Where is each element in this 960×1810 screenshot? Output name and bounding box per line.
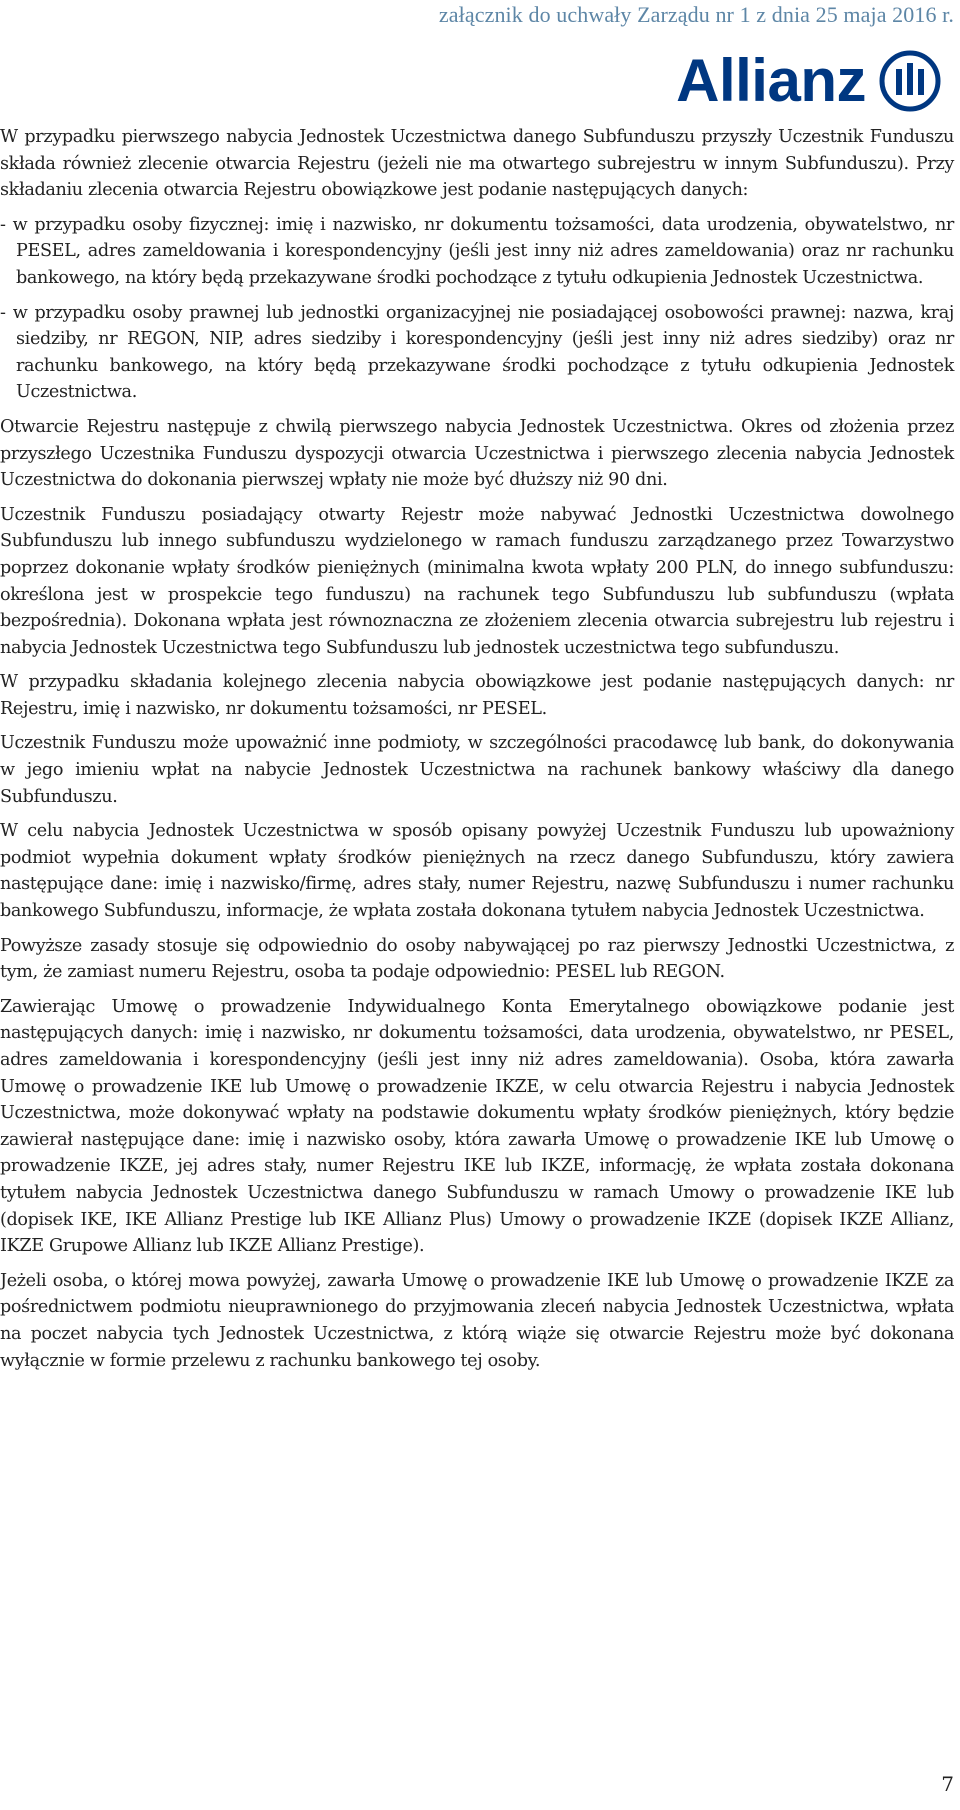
page-number: 7 [941,1772,954,1796]
header-note: załącznik do uchwały Zarządu nr 1 z dnia 25 maja 2016 r. [438,2,954,27]
list-item-legal-person: - w przypadku osoby prawnej lub jednostki organizacyjnej nie posiadającej osobowości prawnej: nazwa, kraj siedziby, nr REGON, NIP, adres siedziby i korespondencyjny (jeśli jest inny niż adres siedziby) oraz nr rachunku bankowego, na który będą przekazywane środki pochodzące z tytułu odkupienia Jednostek Uczestnictwa. [0,302,954,403]
document-body [0,124,954,1382]
paragraph-register-opening: W przypadku pierwszego nabycia Jednostek Uczestnictwa danego Subfunduszu przyszły Uczestnik Funduszu składa również zlecenie otwarcia Rejestru (jeżeli nie ma otwartego subrejestru w innym Subfunduszu). Przy składaniu zlecenia otwarcia Rejestru obowiązkowe jest podanie następujących danych: [0,127,954,201]
paragraph-subsequent-order: W przypadku składania kolejnego zlecenia nabycia obowiązkowe jest podanie następujących danych: nr Rejestru, imię i nazwisko, nr dokumentu tożsamości, nr PESEL. [0,672,954,719]
list-item-natural-person: - w przypadku osoby fizycznej: imię i nazwisko, nr dokumentu tożsamości, data urodzenia, obywatelstwo, nr PESEL, adres zameldowania i korespondencyjny (jeśli jest inny niż adres zameldowania) oraz nr rachunku bankowego, na który będą przekazywane środki pochodzące z tytułu odkupienia Jednostek Uczestnictwa. [0,214,954,288]
allianz-eagle-icon [878,49,942,113]
logo-wordmark: Allianz [676,47,866,114]
paragraph-intermediary: Jeżeli osoba, o której mowa powyżej, zawarła Umowę o prowadzenie IKE lub Umowę o prowadzenie IKZE za pośrednictwem podmiotu nieuprawnionego do przyjmowania zleceń nabycia Jednostek Uczestnictwa, wpłata na poczet nabycia tych Jednostek Uczestnictwa, z którą wiąże się otwarcie Rejestru może być dokonana wyłącznie w formie przelewu z rachunku bankowego tej osoby. [0,1270,954,1371]
paragraph-first-purchase: Powyższe zasady stosuje się odpowiednio do osoby nabywającej po raz pierwszy Jednostki Uczestnictwa, z tym, że zamiast numeru Rejestru, osoba ta podaje odpowiednio: PESEL lub REGON. [0,935,954,983]
paragraph-direct-payment: Uczestnik Funduszu posiadający otwarty Rejestr może nabywać Jednostki Uczestnictwa dowolnego Subfunduszu lub innego subfunduszu wydzielonego w ramach funduszu zarządzanego przez Towarzystwo poprzez dokonanie wpłaty środków pieniężnych (minimalna kwota wpłaty 200 PLN, do innego subfunduszu: określona jest w prospekcie tego funduszu) na rachunek tego Subfunduszu lub subfunduszu (wpłata bezpośrednia). Dokonana wpłata jest równoznaczna ze złożeniem zlecenia otwarcia subrejestru lub rejestru i nabycia Jednostek Uczestnictwa tego Subfunduszu lub jednostek uczestnictwa tego subfunduszu. [0,504,954,658]
paragraph-payment-document: W celu nabycia Jednostek Uczestnictwa w sposób opisany powyżej Uczestnik Funduszu lub upoważniony podmiot wypełnia dokument wpłaty środków pieniężnych na rzecz danego Subfunduszu, który zawiera następujące dane: imię i nazwisko/firmę, adres stały, numer Rejestru, nazwę Subfunduszu i numer rachunku bankowego Subfunduszu, informacje, że wpłata została dokonana tytułem nabycia Jednostek Uczestnictwa. [0,821,954,922]
allianz-logo [676,46,942,116]
paragraph-authorization: Uczestnik Funduszu może upoważnić inne podmioty, w szczególności pracodawcę lub bank, do dokonywania w jego imieniu wpłat na nabycie Jednostek Uczestnictwa na rachunek bankowy właściwy dla danego Subfunduszu. [0,733,954,807]
paragraph-register-open-time: Otwarcie Rejestru następuje z chwilą pierwszego nabycia Jednostek Uczestnictwa. Okres od złożenia przez przyszłego Uczestnika Funduszu dyspozycji otwarcia Uczestnictwa i pierwszego zlecenia nabycia Jednostek Uczestnictwa do dokonania pierwszej wpłaty nie może być dłuższy niż 90 dni. [0,416,954,491]
paragraph-ike-ikze: Zawierając Umowę o prowadzenie Indywidualnego Konta Emerytalnego obowiązkowe podanie jest następujących danych: imię i nazwisko, nr dokumentu tożsamości, data urodzenia, obywatelstwo, nr PESEL, adres zameldowania i korespondencyjny (jeśli jest inny niż adres zameldowania). Osoba, która zawarła Umowę o prowadzenie IKE lub Umowę o prowadzenie IKZE, w celu otwarcia Rejestru i nabycia Jednostek Uczestnictwa, może dokonywać wpłaty na podstawie dokumentu wpłaty środków pieniężnych, który będzie zawierał następujące dane: imię i nazwisko osoby, która zawarła Umowę o prowadzenie IKE lub Umowę o prowadzenie IKZE, jej adres stały, numer Rejestru IKE lub IKZE, informację, że wpłata została dokonana tytułem nabycia Jednostek Uczestnictwa danego Subfunduszu w ramach Umowy o prowadzenie IKE lub (dopisek IKE, IKE Allianz Prestige lub IKE Allianz Plus) Umowy o prowadzenie IKZE (dopisek IKZE Allianz, IKZE Grupowe Allianz lub IKZE Allianz Prestige). [0,996,954,1257]
